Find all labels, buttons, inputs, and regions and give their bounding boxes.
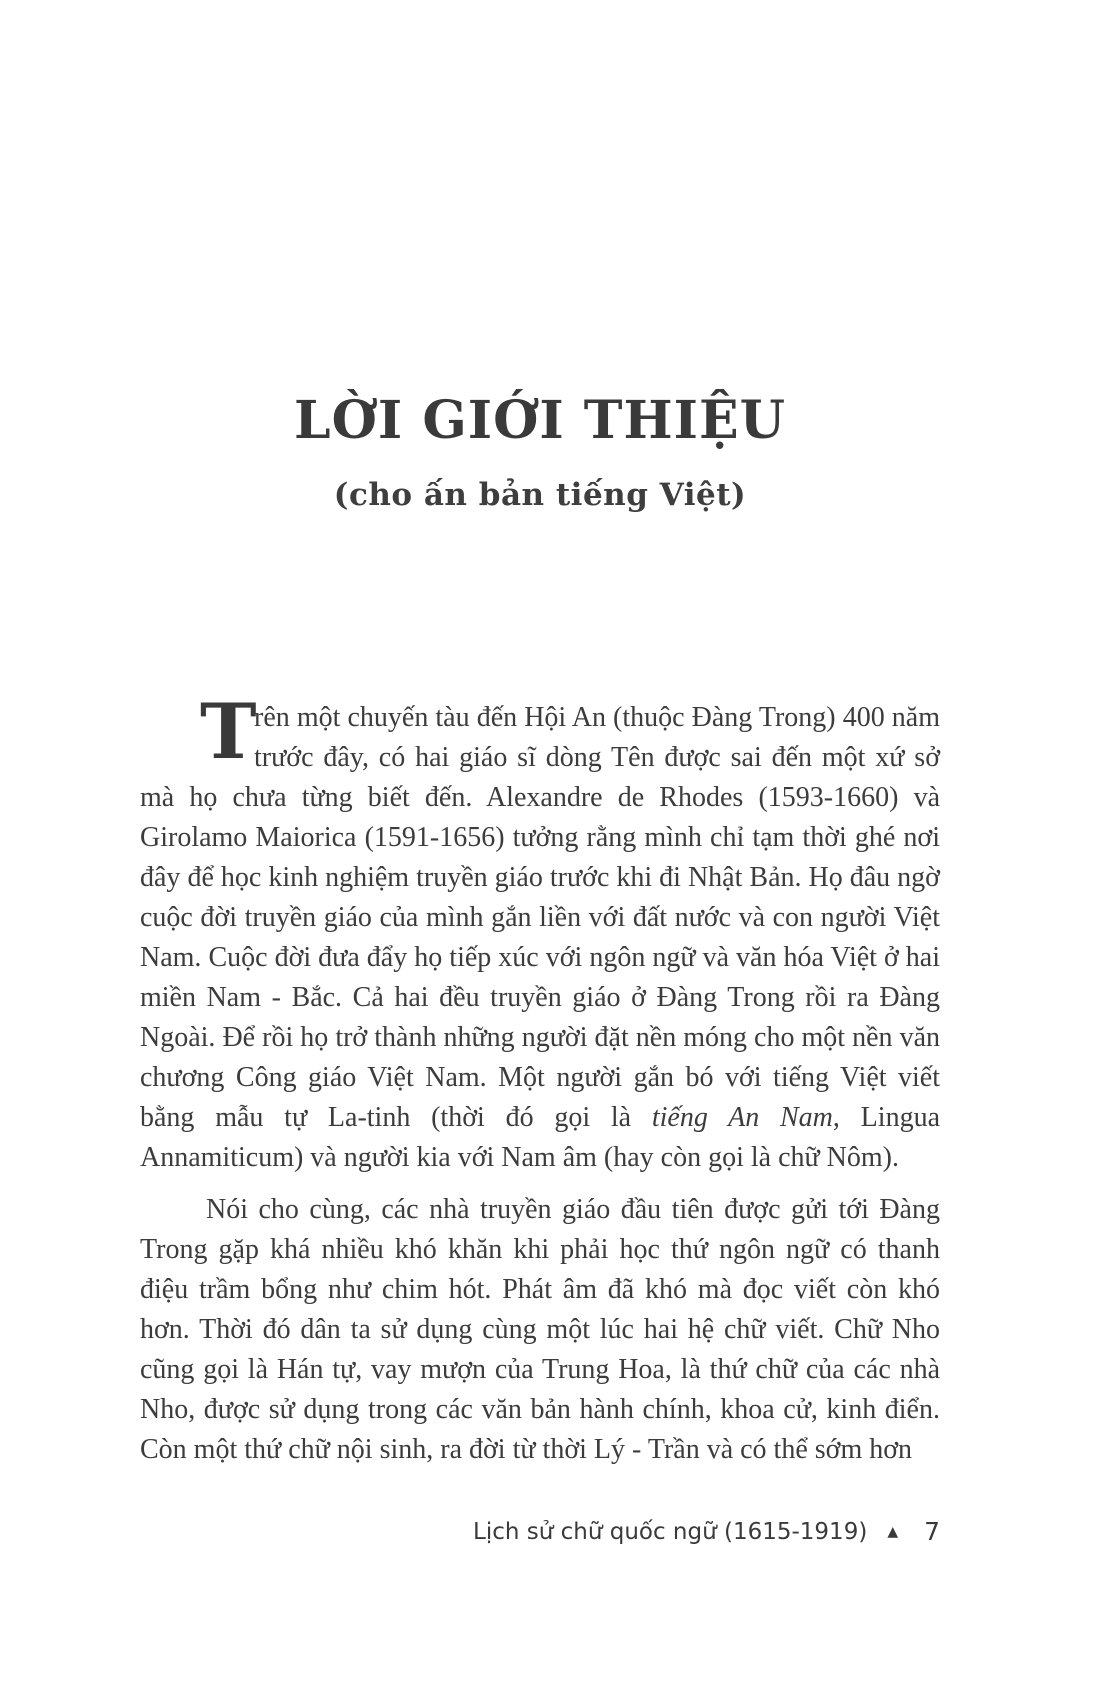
chapter-title: LỜI GIỚI THIỆU xyxy=(294,390,786,451)
dropcap-letter: T xyxy=(200,687,257,776)
body-text-column xyxy=(140,687,940,1470)
page-footer xyxy=(473,1517,940,1547)
paragraph-1-italic-phrase: tiếng An Nam xyxy=(651,1102,833,1133)
paragraph-1 xyxy=(140,687,940,1178)
page-number: 7 xyxy=(924,1517,940,1546)
chapter-title-block xyxy=(140,392,940,514)
chapter-subtitle: (cho ấn bản tiếng Việt) xyxy=(333,477,747,513)
running-title: Lịch sử chữ quốc ngữ (1615-1919) xyxy=(473,1519,868,1545)
paragraph-2: Nói cho cùng, các nhà truyền giáo đầu tiên được gửi tới Đàng Trong gặp khá nhiều khó khăn khi phải học thứ ngôn ngữ có thanh điệu trầm bổng như chim hót. Phát âm đã khó mà đọc viết còn khó hơn. Thời đó dân ta sử dụng cùng một lúc hai hệ chữ viết. Chữ Nho cũng gọi là Hán tự, vay mượn của Trung Hoa, là thứ chữ của các nhà Nho, được sử dụng trong các văn bản hành chính, khoa cử, kinh điển. Còn một thứ chữ nội sinh, ra đời từ thời Lý - Trần và có thể sớm hơn xyxy=(140,1194,940,1465)
paragraph-1-text: rên một chuyến tàu đến Hội An (thuộc Đàng Trong) 400 năm trước đây, có hai giáo sĩ dòng Tên được sai đến một xứ sở mà họ chưa từng biết đến. Alexandre de Rhodes (1593-1660) và Girolamo Maiorica (1591-1656) tưởng rằng mình chỉ tạm thời ghé nơi đây để học kinh nghiệm truyền giáo trước khi đi Nhật Bản. Họ đâu ngờ cuộc đời truyền giáo của mình gắn liền với đất nước và con người Việt Nam. Cuộc đời đưa đẩy họ tiếp xúc với ngôn ngữ và văn hóa Việt ở hai miền Nam - Bắc. Cả hai đều truyền giáo ở Đàng Trong rồi ra Đàng Ngoài. Để rồi họ trở thành những người đặt nền móng cho một nền văn chương Công giáo Việt Nam. Một người gắn bó với tiếng Việt viết bằng mẫu tự La-tinh (thời đó gọi là xyxy=(140,702,940,1133)
paragraph-1-text-end: , Lingua Annamiticum) và người kia với Nam âm (hay còn gọi là chữ Nôm). xyxy=(140,1102,940,1173)
triangle-up-icon: ▲ xyxy=(887,1524,899,1540)
